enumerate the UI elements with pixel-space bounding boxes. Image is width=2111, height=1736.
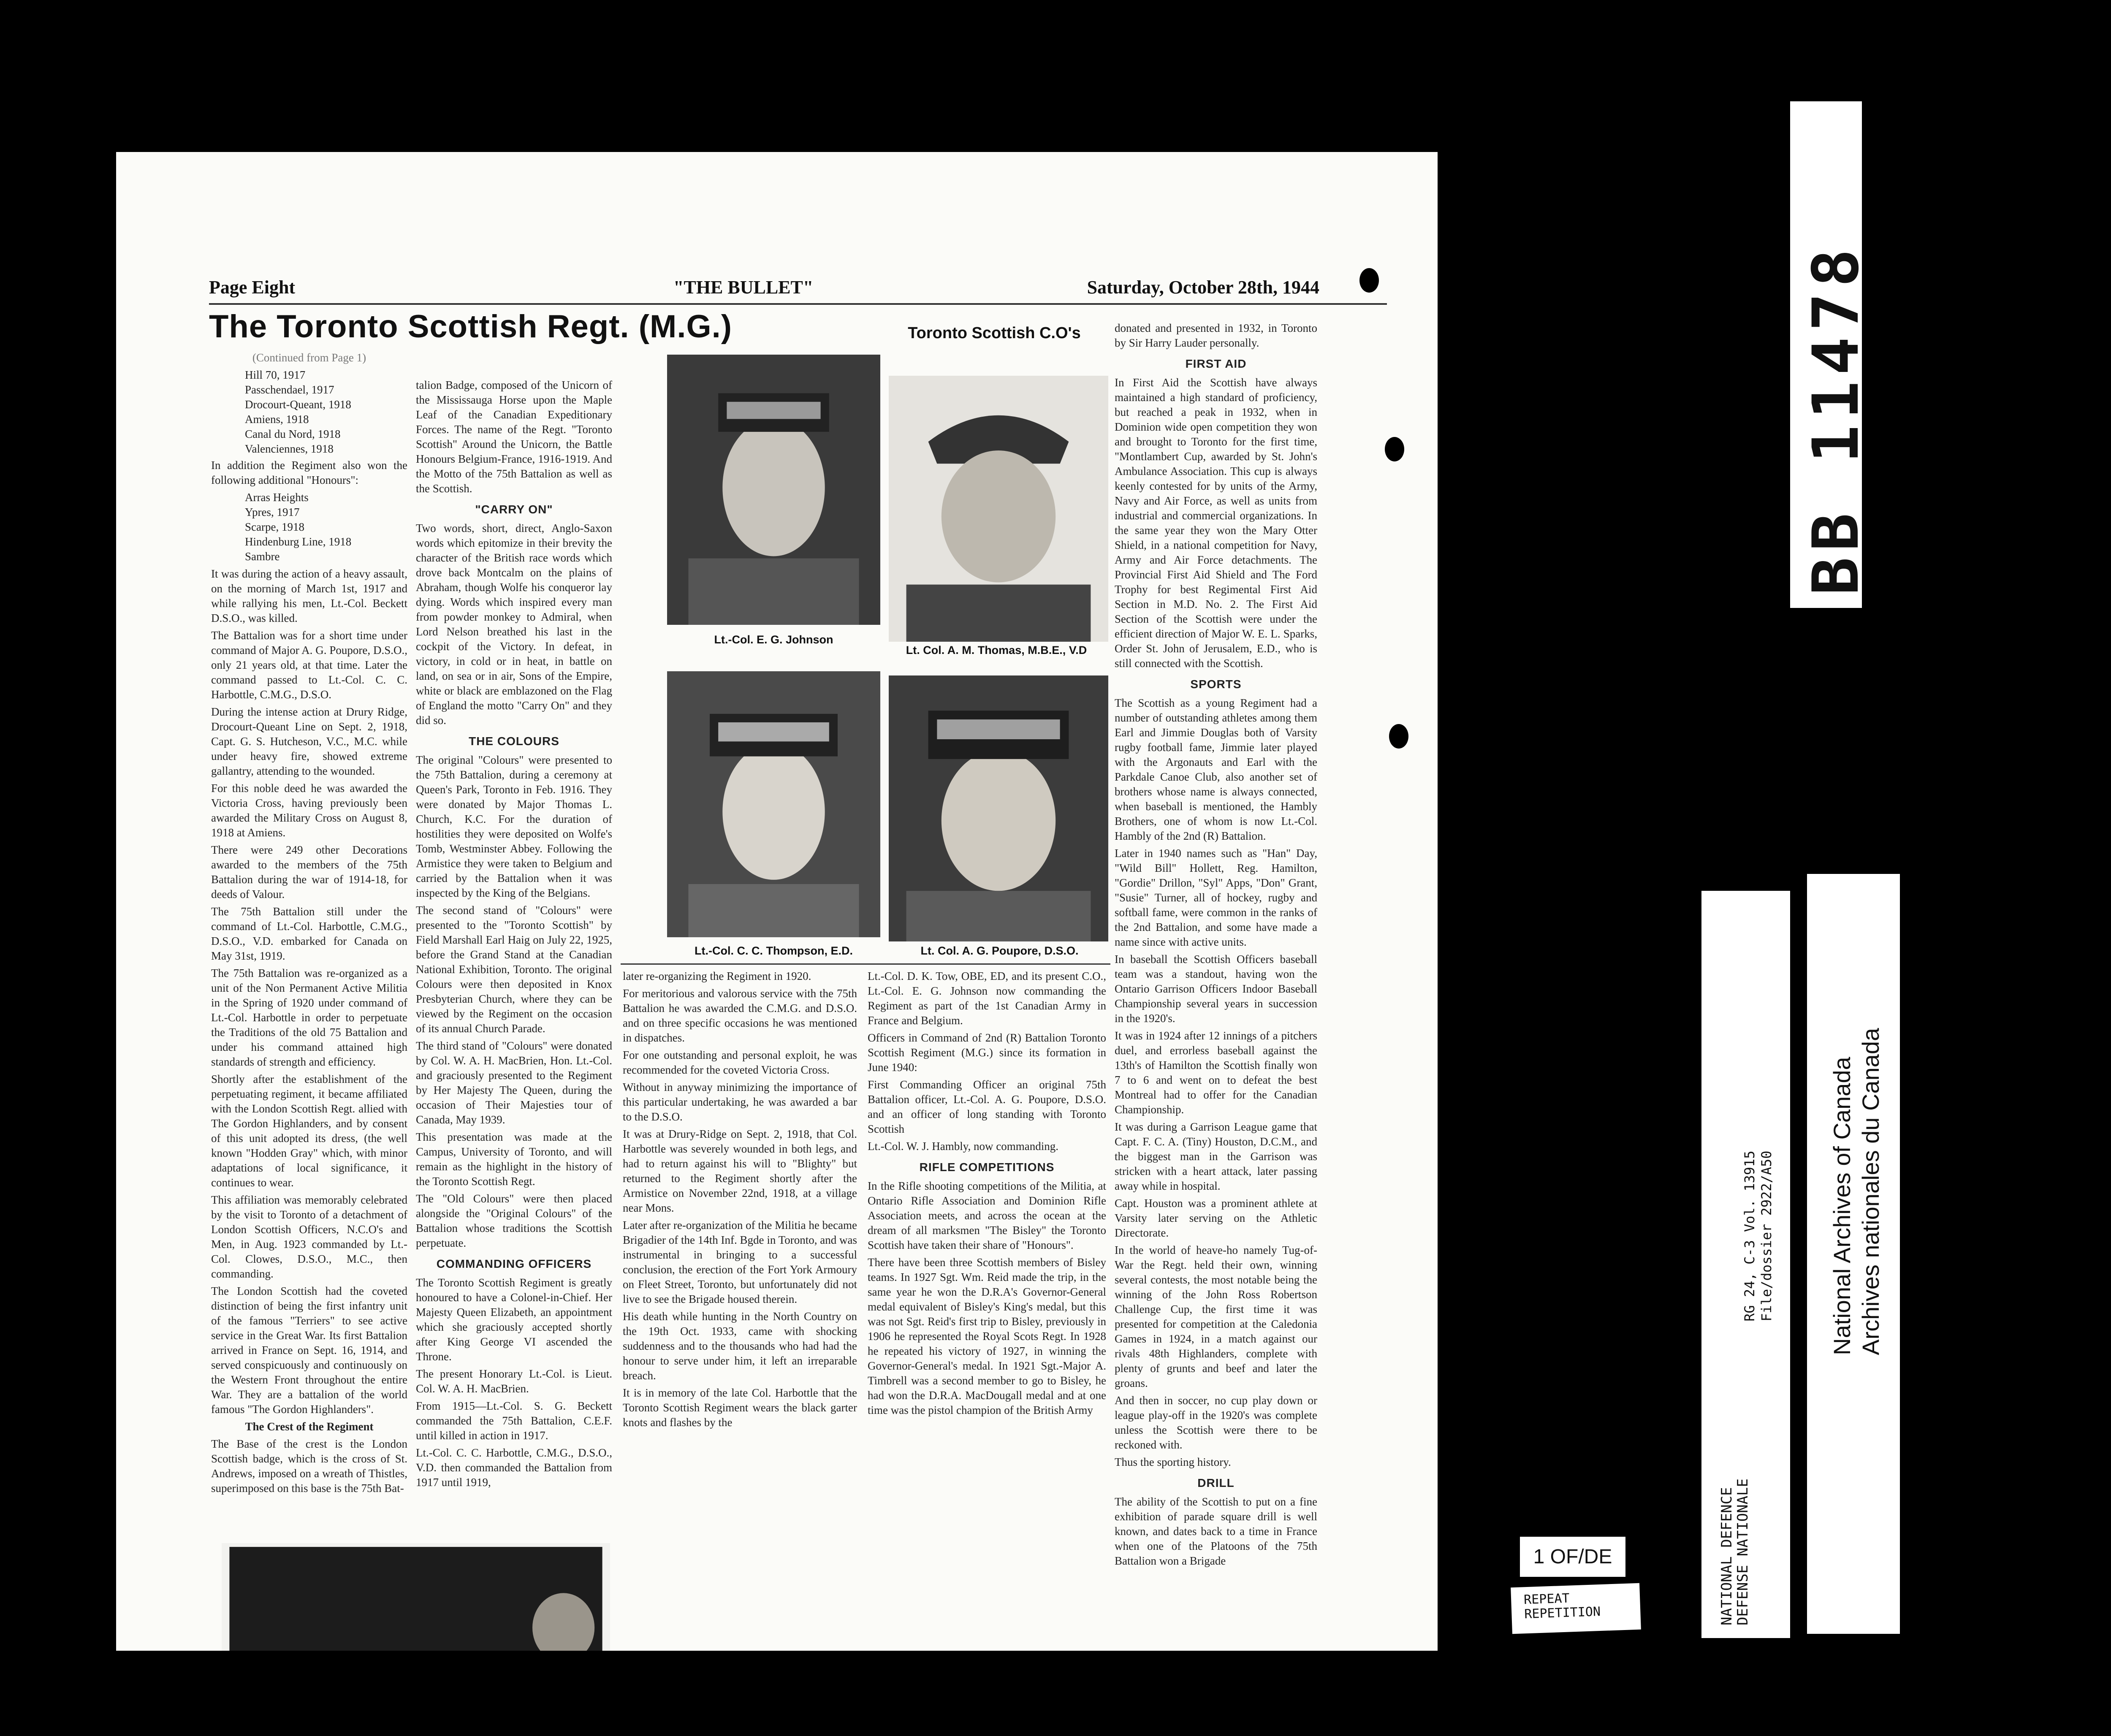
punch-hole <box>1389 724 1408 749</box>
paragraph: This presentation was made at the Campus, University of Toronto, and will remain as the highlight in the history of the Toronto Scottish Regt. <box>416 1131 612 1188</box>
paragraph: In the Rifle shooting competitions of the Militia, at Ontario Rifle Association and Dominion Rifle Association meets, and across the ocean at the dream of all marksmen "The Bisley" the Toronto Scottish have taken their share of "Honours". <box>868 1180 1106 1251</box>
honour: Hill 70, 1917 <box>245 369 306 381</box>
paragraph: Lt.-Col. W. J. Hambly, now commanding. <box>868 1140 1058 1153</box>
paragraph: And then in soccer, no cup play down or league play-off in the 1920's was complete unless the Scottish were there to be reckoned with. <box>1115 1394 1317 1451</box>
photo-section-title: Toronto Scottish C.O's <box>908 324 1081 342</box>
newspaper-page <box>116 152 1438 1651</box>
photo-block-rule <box>621 963 1110 965</box>
honour: Valenciennes, 1918 <box>245 442 334 455</box>
paragraph: In the world of heave-ho namely Tug-of-War the Regt. held their own, winning several contests, the most notable being the winning of the John Ross Robertson Challenge Cup, the first time it was presented for competition at the Caledonia Games in 1924, in a match against our rivals 48th Highlanders, complete with plenty of grunts and beef and later the groans. <box>1115 1244 1317 1389</box>
paragraph: Lt.-Col. C. C. Harbottle, C.M.G., D.S.O., V.D. then commanded the Battalion from 1917 until 1919, <box>416 1446 612 1489</box>
paragraph: During the intense action at Drury Ridge, Drocourt-Queant Line on Sept. 2, 1918, Capt. G. S. Hutcheson, V.C., M.C. while under heavy fire, showed extreme gallantry, attending to the wounded. <box>211 705 407 777</box>
section-heading-carry-on: "CARRY ON" <box>475 503 553 516</box>
article-column-1 <box>211 350 407 1498</box>
paragraph: later re-organizing the Regiment in 1920. <box>623 970 811 982</box>
portrait-caption: Lt.-Col. C. C. Thompson, E.D. <box>695 944 853 957</box>
paragraph: The ability of the Scottish to put on a fine exhibition of parade square drill is well known, and dates back to a time in France when one of the Platoons of the 75th Battalion won a Brigade <box>1115 1495 1317 1567</box>
paragraph: There have been three Scottish members of Bisley teams. In 1927 Sgt. Wm. Reid made the trip, in the same year he won the D.R.A's Governor-General medal equivalent of Bisley's King's medal, but this was not Sgt. Reid's first trip to Bisley, previously in 1906 he represented the Royal Scots Regt. In 1928 he repeated his victory of 1927, in winning the Governor-General's medal. In 1921 Sgt.-Major A. Timbrell was a second member to go to Bisley, he had won the D.R.A. MacDougall medal and at one time was the pistol champion of the British Army <box>868 1256 1106 1416</box>
article-column-3 <box>623 969 857 1432</box>
paragraph: Later in 1940 names such as "Han" Day, "Wild Bill" Hollett, Reg. Hamilton, "Gordie" Drillon, "Syl" Apps, "Don" Grant, "Susie" Turner, all of hockey, rugby and softball fame, were common in the ranks of the 2nd Battalion, and some have made a name since with active units. <box>1115 847 1317 948</box>
paragraph: For this noble deed he was awarded the Victoria Cross, having previously been awarded the Military Cross on August 8, 1918 at Amiens. <box>211 782 407 839</box>
honour: Arras Heights <box>245 491 309 504</box>
paragraph: The second stand of "Colours" were presented to the "Toronto Scottish" by Field Marshall Earl Haig on July 22, 1925, before the Grand Stand at the Canadian National Exhibition, Toronto. The original Colours were then deposited in Knox Presbyterian Church, where they can be viewed by the Regiment on the occasion of its annual Church Parade. <box>416 904 612 1035</box>
section-heading-rifle-competitions: RIFLE COMPETITIONS <box>919 1161 1055 1174</box>
paragraph: The Base of the crest is the London Scottish badge, which is the cross of St. Andrews, imposed on a wreath of Thistles, superimposed on this base is the 75th Bat- <box>211 1438 407 1495</box>
paragraph: The 75th Battalion was re-organized as a unit of the Non Permanent Active Militia in the Spring of 1920 under command of Lt.-Col. Harbottle in order to perpetuate the Traditions of the old 75 Battalion and under his command attained high standards of strength and efficiency. <box>211 967 407 1068</box>
article-headline: The Toronto Scottish Regt. (M.G.) <box>209 309 733 344</box>
paragraph: First Commanding Officer an original 75th Battalion officer, Lt.-Col. A. G. Poupore, D.S.O. and an officer of long standing with Toronto Scottish <box>868 1078 1106 1135</box>
honour: Amiens, 1918 <box>245 413 309 426</box>
page-label: Page Eight <box>209 277 296 298</box>
paragraph: Without in anyway minimizing the importance of this particular undertaking, he was awarded a bar to the D.S.O. <box>623 1081 857 1123</box>
honour: Ypres, 1917 <box>245 506 300 518</box>
portrait-photo <box>667 355 880 625</box>
paper-name: "THE BULLET" <box>673 277 814 298</box>
paragraph: Two words, short, direct, Anglo-Saxon words which epitomize in their brevity the character of the British race words which drove back Montcalm on the plains of Abraham, though Wolfe his conqueror lay dying. Words which inspired every man from powder monkey to Admiral, when Lord Nelson breathed his last in the cockpit of the Victory. In defeat, in victory, in cold or in heat, in battle on land, on sea or in air, Sons of the Empire, white or black are emblazoned on the Flag of England the motto "Carry On" and they did so. <box>416 522 612 727</box>
repeat-label: REPEAT <box>1523 1591 1570 1608</box>
portrait-caption: Lt. Col. A. M. Thomas, M.B.E., V.D <box>906 644 1087 656</box>
paragraph: The third stand of "Colours" were donated by Col. W. A. H. MacBrien, Hon. Lt.-Col. and graciously presented to the Regiment by Her Majesty The Queen, during the occasion of Their Majesties tour of Canada, May 1939. <box>416 1039 612 1126</box>
paragraph: It was during the action of a heavy assault, on the morning of March 1st, 1917 and while rallying his men, Lt.-Col. Beckett D.S.O., was killed. <box>211 567 407 624</box>
portrait-photo <box>667 671 880 937</box>
portrait-caption: Lt.-Col. E. G. Johnson <box>714 633 833 646</box>
paragraph: For one outstanding and personal exploit, he was recommended for the coveted Victoria Cross. <box>623 1049 857 1076</box>
paragraph: Capt. Houston was a prominent athlete at Varsity later serving on the Athletic Directorate. <box>1115 1197 1317 1239</box>
paragraph: Lt.-Col. D. K. Tow, OBE, ED, and its present C.O., Lt.-Col. E. G. Johnson now commanding the Regiment as part of the 1st Canadian Army in France and Belgium. <box>868 970 1106 1027</box>
paragraph: It was during a Garrison League game that Capt. F. C. A. (Tiny) Houston, D.C.M., and the biggest man in the Garrison was stricken with a heart attack, later passing away while in hospital. <box>1115 1120 1317 1192</box>
article-column-4 <box>868 969 1106 1420</box>
section-heading-colours: THE COLOURS <box>469 735 559 748</box>
honour: Hindenburg Line, 1918 <box>245 535 352 548</box>
file-line: File/dossier 2922/A50 <box>1758 1150 1775 1321</box>
paragraph: It was in 1924 after 12 innings of a pitchers duel, and errorless baseball against the 13th's of Hamilton the Scottish finally won 7 to 6 and went on to defeat the best Montreal had to offer for the Canadian Championship. <box>1115 1029 1317 1116</box>
issue-date: Saturday, October 28th, 1944 <box>1087 277 1319 298</box>
archive-file-number-label <box>1790 101 1873 608</box>
honour: Sambre <box>245 550 280 563</box>
article-column-2 <box>416 378 612 1492</box>
portrait-photo <box>889 376 1108 642</box>
paragraph: There were 249 other Decorations awarded to the members of the 75th Battalion during the war of 1914-18, for deeds of Valour. <box>211 844 407 901</box>
honour: Drocourt-Queant, 1918 <box>245 398 351 411</box>
file-number: BB 11478 <box>1799 243 1873 595</box>
archive-reference-strip <box>1701 891 1790 1638</box>
national-archives-label <box>1807 874 1900 1634</box>
paragraph: In baseball the Scottish Officers baseball team was a standout, having won the Ontario Garrison Officers Indoor Baseball Championship several years in succession in the 1920's. <box>1115 953 1317 1025</box>
honour: Canal du Nord, 1918 <box>245 428 341 440</box>
section-heading-commanding-officers: COMMANDING OFFICERS <box>436 1257 592 1270</box>
reference-line: RG 24, C-3 Vol. 13915 <box>1742 1150 1758 1321</box>
repeat-tag <box>1511 1583 1641 1634</box>
bottom-photo <box>222 1543 610 1651</box>
punch-hole <box>1359 268 1379 293</box>
punch-hole <box>1385 437 1404 461</box>
agency-fr: Archives nationales du Canada <box>1857 1028 1884 1355</box>
paragraph: The original "Colours" were presented to the 75th Battalion, during a ceremony at Queen's Park, Toronto in Feb. 1916. They were donated by Major Thomas L. Church, K.C. For the duration of hostilities they were deposited on Wolfe's Tomb, Westminster Abbey. Following the Armistice they were taken to Belgium and carried by the Battalion when it was inspected by the King of the Belgians. <box>416 754 612 899</box>
department-en: NATIONAL DEFENCE <box>1718 1487 1735 1625</box>
paragraph: The "Old Colours" were then placed alongside the "Original Colours" of the Battalion whose traditions the Scottish perpetuate. <box>416 1192 612 1249</box>
paragraph: The 75th Battalion still under the command of Lt.-Col. Harbottle, C.M.G., D.S.O., V.D. embarked for Canada on May 31st, 1919. <box>211 905 407 962</box>
paragraph: Later after re-organization of the Militia he became Brigadier of the 14th Inf. Bgde in Toronto, and was instrumental in bringing to a successful conclusion, the erection of the Fort York Armoury on Fleet Street, Toronto, but unfortunately did not live to see the Brigade housed therein. <box>623 1219 857 1305</box>
paragraph: The London Scottish had the coveted distinction of being the first infantry unit of the famous "Terriers" to see active service in the Great War. Its first Battalion arrived in France on Sept. 16, 1914, and served conspicuously and continuously on the Western Front throughout the entire War. They are a battalion of the world famous "The Gordon Highlanders". <box>211 1285 407 1416</box>
paragraph: The Battalion was for a short time under command of Major A. G. Poupore, D.S.O., only 21 years old, at that time. Later the command passed to Lt.-Col. C. C. Harbottle, C.M.G., D.S.O. <box>211 629 407 701</box>
section-heading-sports: SPORTS <box>1190 678 1242 691</box>
masthead-rule <box>209 303 1387 305</box>
paragraph: talion Badge, composed of the Unicorn of the Mississauga Horse upon the Maple Leaf of the Canadian Expeditionary Forces. The name of the Regt. "Toronto Scottish" Around the Unicorn, the Battle Honours Belgium-France, 1916-1919. And the Motto of the 75th Battalion as well as the Scottish. <box>416 379 612 495</box>
frame-tag: 1 OF/DE <box>1520 1537 1625 1577</box>
subheading: The Crest of the Regiment <box>245 1420 374 1433</box>
continued-note: (Continued from Page 1) <box>252 351 366 364</box>
masthead <box>209 277 1429 302</box>
paragraph: In addition the Regiment also won the following additional "Honours": <box>211 459 407 486</box>
paragraph: In First Aid the Scottish have always maintained a high standard of proficiency, but reached a peak in 1932, when in Dominion wide open competition they won and brought to Toronto for the first time, "Montlambert Cup, awarded by St. John's Ambulance Association. This cup is always keenly contested for by units of the Army, Navy and Air Force, as well as units from industrial and commercial organizations. In the same year they won the Mary Otter Shield, in a national competition for Navy, Army and Air Force detachments. The Provincial First Aid Shield and The Ford Trophy for best Regimental First Aid Section in M.D. No. 2. The First Aid Section of the Scottish were under the efficient direction of Major W. E. L. Sparks, Order St. John of Jerusalem, E.D., who is still connected with the Scottish. <box>1115 376 1317 670</box>
paragraph: His death while hunting in the North Country on the 19th Oct. 1933, came with shocking suddenness and to the thousands who had had the honour to serve under him, it left an irreparable breach. <box>623 1310 857 1382</box>
paragraph: For meritorious and valorous service with the 75th Battalion he was awarded the C.M.G. and D.S.O. and on three specific occasions he was mentioned in dispatches. <box>623 987 857 1044</box>
article-column-5 <box>1115 321 1317 1571</box>
paragraph: This affiliation was memorably celebrated by the visit to Toronto of a detachment of London Scottish Officers, N.C.O's and Men, in Aug. 1923 commanded by Lt.-Col. Clowes, D.S.O., M.C., then commanding. <box>211 1194 407 1280</box>
department-fr: DEFENSE NATIONALE <box>1734 1478 1751 1625</box>
paragraph: It is in memory of the late Col. Harbottle that the Toronto Scottish Regiment wears the black garter knots and flashes by the <box>623 1386 857 1429</box>
paragraph: donated and presented in 1932, in Toronto by Sir Harry Lauder personally. <box>1115 322 1317 349</box>
agency-en: National Archives of Canada <box>1829 1057 1855 1355</box>
paragraph: The present Honorary Lt.-Col. is Lieut. Col. W. A. H. MacBrien. <box>416 1367 612 1395</box>
paragraph: The Toronto Scottish Regiment is greatly honoured to have a Colonel-in-Chief. Her Majesty Queen Elizabeth, an appointment which she graciously accepted shortly after King George VI ascended the Throne. <box>416 1276 612 1363</box>
paragraph: Officers in Command of 2nd (R) Battalion Toronto Scottish Regiment (M.G.) since its formation in June 1940: <box>868 1031 1106 1074</box>
portrait-photo <box>889 675 1108 941</box>
section-heading-drill: DRILL <box>1197 1476 1235 1489</box>
section-heading-first-aid: FIRST AID <box>1185 357 1247 370</box>
paragraph: The Scottish as a young Regiment had a number of outstanding athletes among them Earl and Jimmie Douglas both of Varsity rugby football fame, Jimmie later played with the Argonauts and Earl with the Parkdale Canoe Club, also another set of brothers whose name is always connected, when baseball is mentioned, the Hambly Brothers, one of whom is now Lt.-Col. Hambly of the 2nd (R) Battalion. <box>1115 697 1317 842</box>
paragraph: Shortly after the establishment of the perpetuating regiment, it became affiliated with the London Scottish Regt. allied with The Gordon Highlanders, and by consent of this unit adopted its dress, (the well known "Hodden Gray" which, with minor adaptations of local significance, it continues to wear. <box>211 1073 407 1189</box>
repetition-label: REPETITION <box>1524 1604 1601 1622</box>
portrait-caption: Lt. Col. A. G. Poupore, D.S.O. <box>920 944 1079 957</box>
paragraph: It was at Drury-Ridge on Sept. 2, 1918, that Col. Harbottle was severely wounded in both legs, and had to return against his will to "Blighty" but returned to the Regiment shortly after the Armistice on November 22nd, 1918, at a village near Mons. <box>623 1128 857 1214</box>
honour: Passchendael, 1917 <box>245 383 334 396</box>
paragraph: From 1915—Lt.-Col. S. G. Beckett commanded the 75th Battalion, C.E.F. until killed in action in 1917. <box>416 1400 612 1442</box>
paragraph: Thus the sporting history. <box>1115 1456 1231 1468</box>
honour: Scarpe, 1918 <box>245 521 304 533</box>
